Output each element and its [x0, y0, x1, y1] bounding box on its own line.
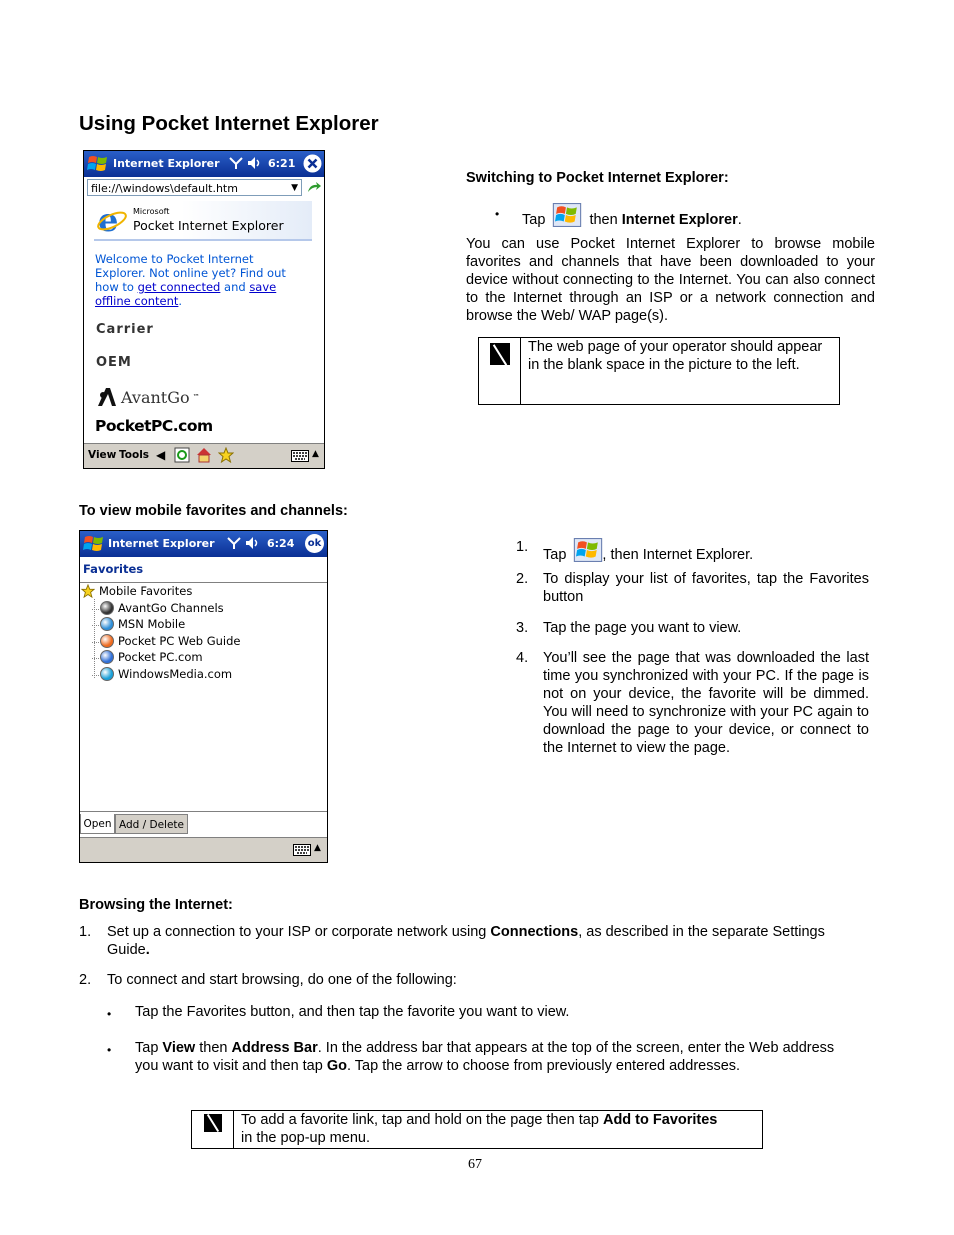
address-value: file://\windows\default.htm — [91, 182, 238, 195]
avantgo-link[interactable]: AvantGo ™ — [96, 387, 200, 407]
menu-bar — [84, 443, 324, 468]
favorite-label: MSN Mobile — [118, 617, 186, 631]
favorite-label: Mobile Favorites — [99, 584, 193, 598]
favorite-item[interactable] — [100, 650, 203, 664]
favorite-item[interactable] — [100, 634, 241, 648]
section-heading-favorites: To view mobile favorites and channels: — [79, 503, 348, 519]
app-title: Internet Explorer — [113, 157, 220, 170]
back-icon[interactable]: ◀ — [156, 448, 166, 462]
tab-open[interactable]: Open — [80, 814, 115, 834]
favorites-star-icon — [81, 584, 95, 598]
volume-icon — [247, 156, 263, 170]
chevron-up-icon[interactable]: ▲ — [314, 843, 321, 853]
page-number: 67 — [468, 1157, 482, 1172]
pocket-ie-logo-text: Pocket Internet Explorer — [133, 218, 284, 233]
address-bar[interactable] — [87, 179, 302, 196]
favorites-screenshot — [79, 530, 328, 863]
favorite-item[interactable] — [100, 617, 185, 631]
section-heading-switching: Switching to Pocket Internet Explorer: — [466, 170, 729, 186]
note-icon — [490, 343, 510, 365]
tools-menu[interactable]: Tools — [119, 449, 150, 461]
windows-start-icon — [552, 203, 582, 227]
welcome-text: Welcome to Pocket Internet Explorer. Not online yet? Find out how to get connected and save offline content. — [95, 252, 286, 308]
page-title: Using Pocket Internet Explorer — [79, 112, 379, 135]
ok-button[interactable]: ok — [305, 534, 324, 553]
favorites-folder[interactable] — [81, 584, 192, 598]
favorite-item[interactable] — [100, 667, 232, 681]
msn-icon — [100, 617, 114, 631]
pocket-ie-screenshot — [83, 150, 325, 469]
bullet-marker: • — [107, 1007, 112, 1021]
bullet-marker: • — [495, 207, 500, 221]
browsing-bullet-favorites: Tap the Favorites button, and then tap the favorite you want to view. — [135, 1004, 570, 1020]
windowsmedia-icon — [100, 667, 114, 681]
app-title: Internet Explorer — [108, 537, 215, 550]
favorite-label: WindowsMedia.com — [118, 666, 233, 681]
svg-text:e: e — [98, 203, 119, 237]
windows-start-icon — [83, 534, 105, 554]
go-arrow-icon[interactable] — [306, 180, 322, 196]
favorite-label: AvantGo Channels — [118, 600, 224, 615]
browsing-bullet-address-bar: Tap View then Address Bar. In the address bar that appears at the top of the screen, enter the Web address you want to visit and then tap Go. Tap the arrow to choose from previously entered addresses. — [135, 1040, 835, 1074]
note-text: The web page of your operator should appear in the blank space in the picture to the left. — [528, 339, 823, 373]
tab-add-delete[interactable]: Add / Delete — [115, 814, 188, 834]
clock: 6:21 — [268, 157, 296, 170]
save-link[interactable]: save — [249, 280, 277, 294]
ie-e-logo-icon — [96, 203, 128, 237]
carrier-label: Carrier — [96, 322, 154, 337]
web-guide-icon — [100, 634, 114, 648]
home-icon[interactable] — [196, 447, 212, 463]
title-bar — [80, 531, 327, 557]
close-icon[interactable] — [303, 154, 322, 173]
note-operator-page — [478, 337, 840, 405]
switching-body: You can use Pocket Internet Explorer to browse mobile favorites and channels that have been downloaded to your device without connecting to the Internet. You can also connect to the Internet through an ISP or a network connection and browse the Web/ WAP page(s). — [466, 236, 875, 324]
volume-icon — [245, 536, 261, 550]
favorites-header: Favorites — [83, 562, 144, 576]
windows-start-icon — [87, 154, 109, 174]
note-icon — [204, 1114, 222, 1132]
ie-logo — [94, 201, 312, 241]
avantgo-icon — [100, 601, 114, 615]
pocketpc-icon — [100, 650, 114, 664]
offline-content-link[interactable]: offline content — [95, 294, 179, 308]
get-connected-link[interactable]: get connected — [137, 280, 221, 294]
microsoft-label: Microsoft — [133, 207, 170, 216]
favorites-star-icon[interactable] — [218, 447, 234, 463]
keyboard-icon[interactable] — [291, 450, 309, 462]
menu-bar — [80, 837, 327, 862]
note-add-favorite: To add a favorite link, tap and hold on the page then tap Add to Favorites in the pop-up menu. — [191, 1110, 763, 1149]
favorite-label: Pocket PC Web Guide — [118, 633, 241, 648]
chevron-down-icon[interactable]: ▼ — [291, 183, 298, 193]
clock: 6:24 — [267, 537, 295, 550]
oem-label: OEM — [96, 355, 132, 370]
windows-start-icon — [573, 538, 603, 562]
signal-icon — [227, 536, 241, 550]
chevron-up-icon[interactable]: ▲ — [312, 449, 319, 459]
section-heading-browsing: Browsing the Internet: — [79, 897, 233, 913]
pocketpc-com-link[interactable]: PocketPC.com — [95, 417, 213, 435]
signal-icon — [229, 156, 243, 170]
favorite-label: Pocket PC.com — [118, 650, 203, 664]
favorites-steps: 1. Tap , then Internet Explorer. 2. To display your list of favorites, tap the Favorites button 3. Tap the page you want to view. 4. You’ll see the page that was downloaded the last time you synchronized with your PC. If the page is not on your device, the favorite will be dimmed. You will need to synchronize with your PC again to download the page to your device, or connect to the Internet to view the page. — [516, 539, 869, 756]
avantgo-logo-icon — [96, 387, 118, 407]
favorite-item[interactable] — [100, 601, 224, 615]
refresh-icon[interactable] — [174, 447, 190, 463]
view-menu[interactable]: View — [88, 449, 117, 461]
title-bar — [84, 151, 324, 177]
keyboard-icon[interactable] — [293, 844, 311, 856]
bullet-marker: • — [107, 1043, 112, 1057]
switching-instruction: Tap then Internet Explorer. — [522, 203, 742, 229]
